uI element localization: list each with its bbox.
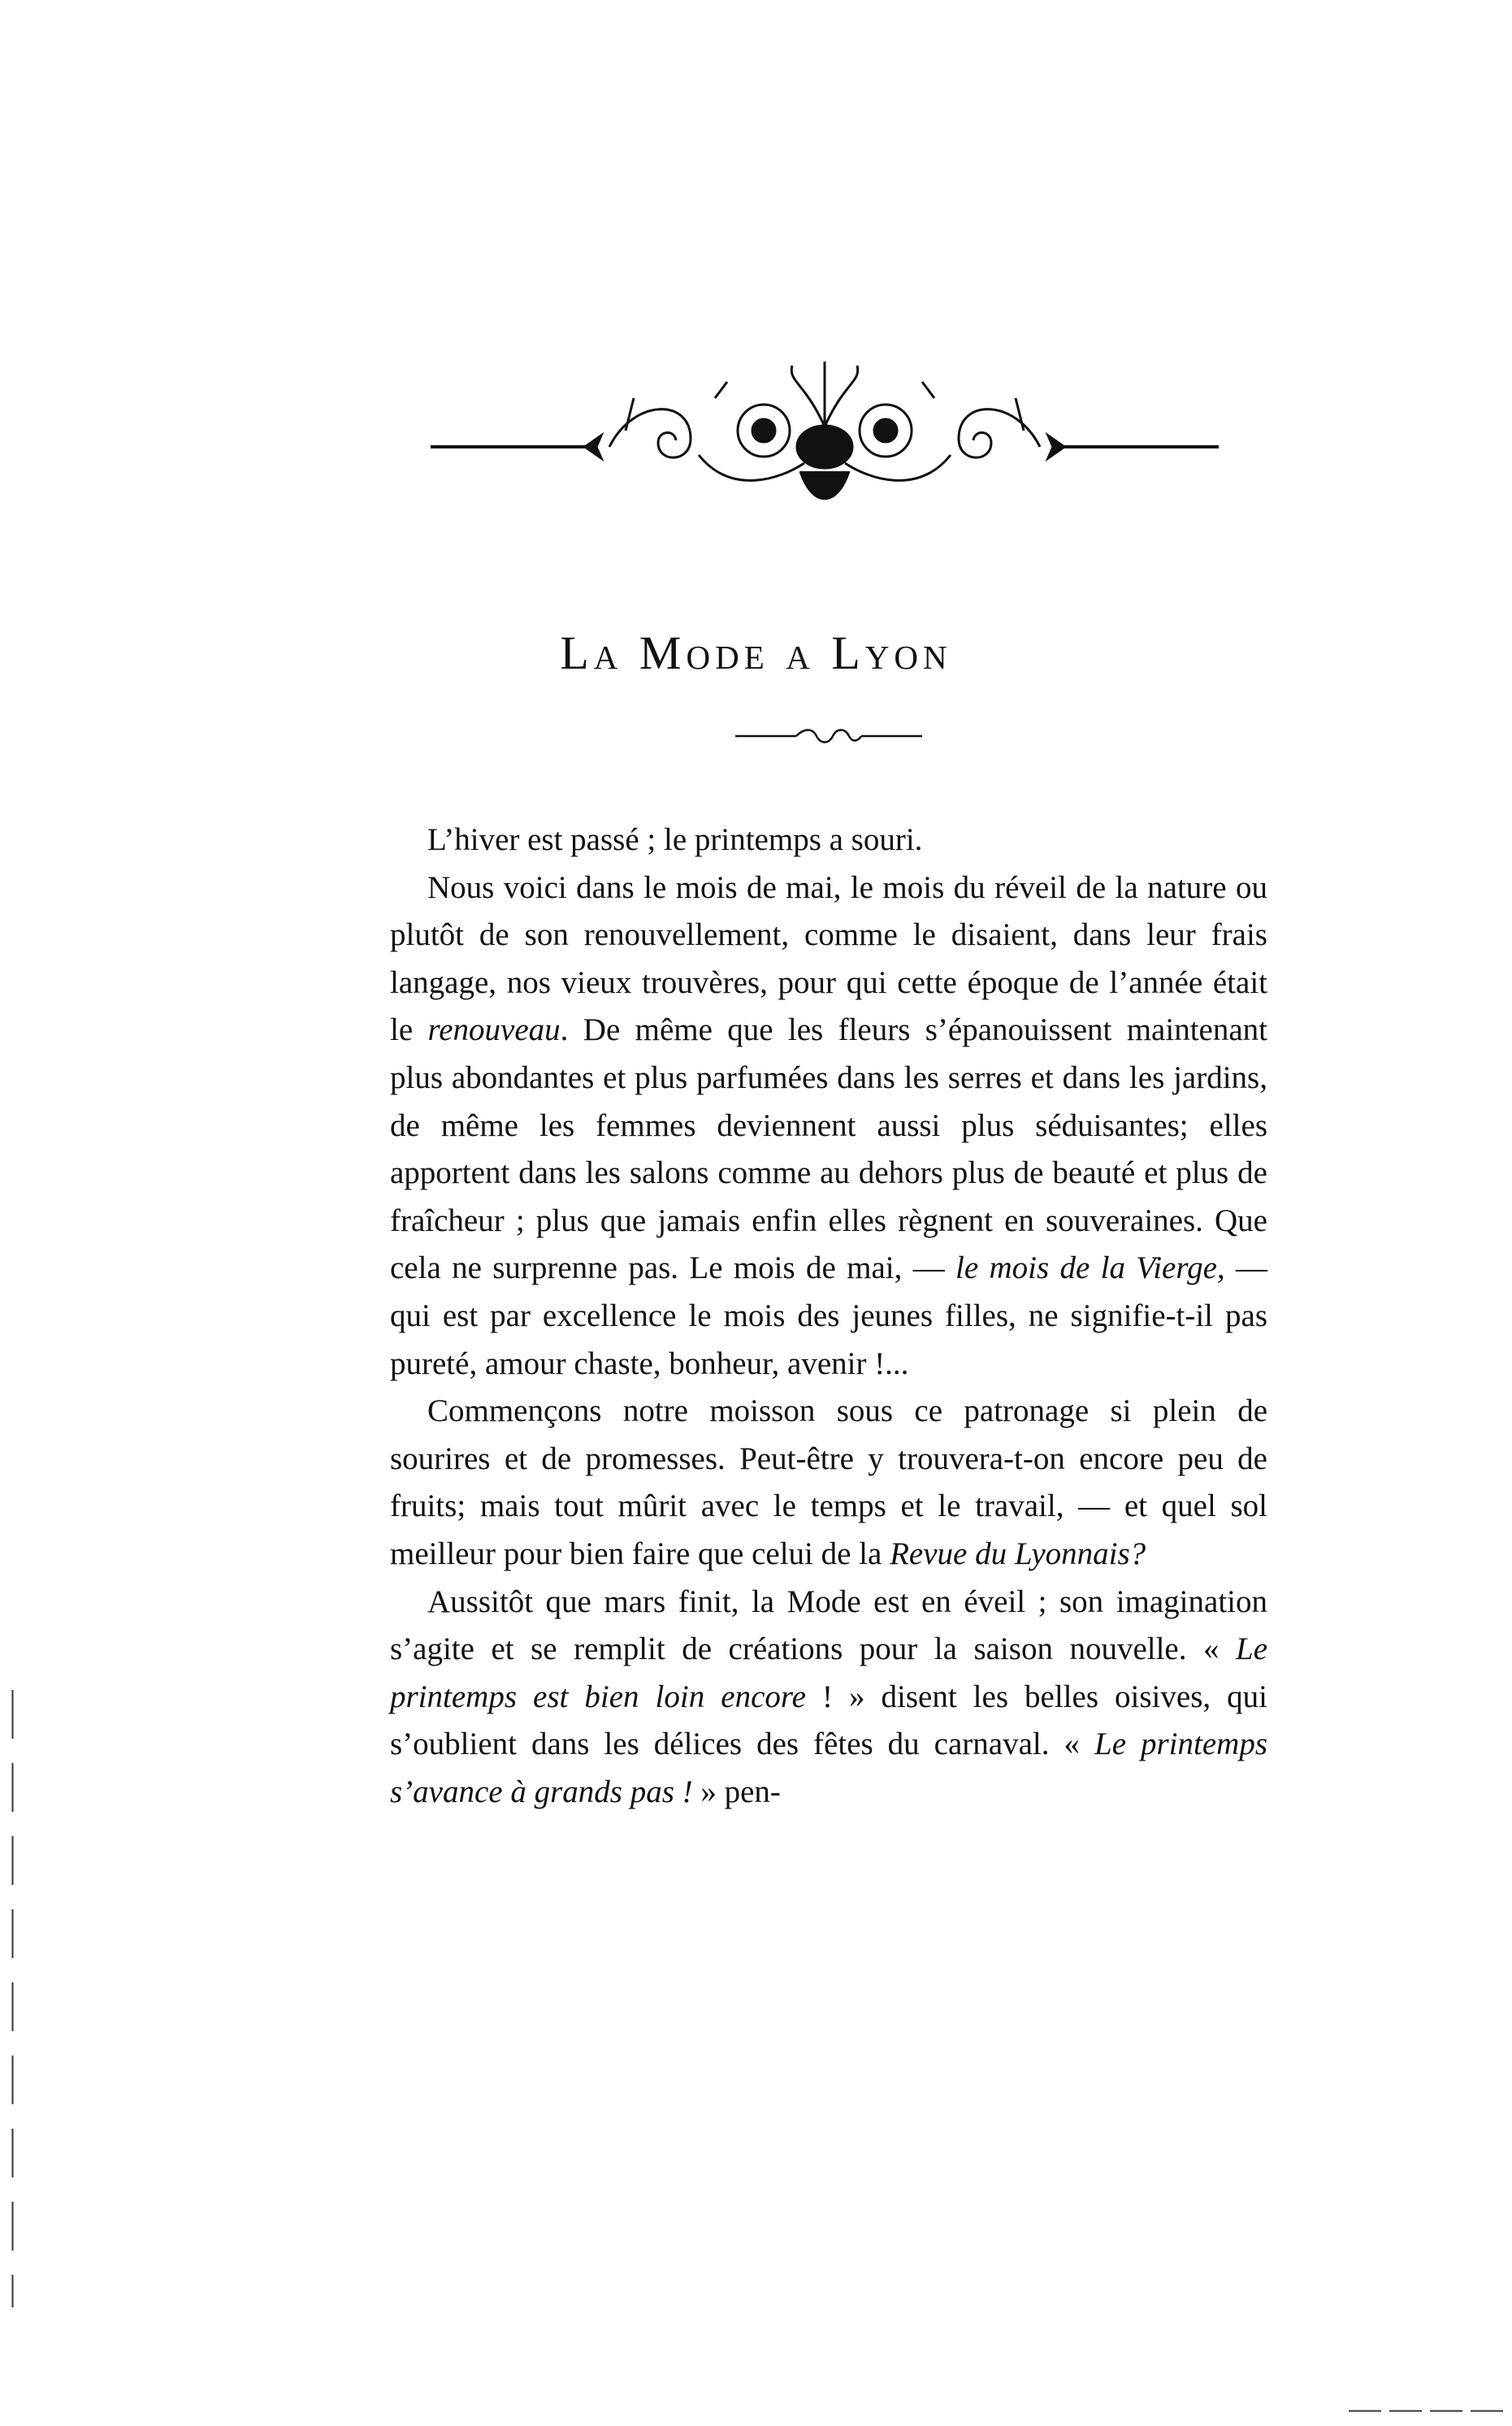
italic-text: Le printemps est bien loin encore <box>390 1631 1267 1714</box>
paragraph <box>390 1388 1267 1578</box>
text-run: Nous voici dans le mois de mai, le mois du réveil de la nature ou plutôt de son renouvellement, comme le disaient, dans leur frais langage, nos vieux trouvères, pour qui cette époque de l’année était le <box>390 869 1267 1048</box>
paragraph <box>390 1579 1267 1817</box>
text-run: Aussitôt que mars finit, la Mode est en éveil ; son imagination s’agite et se remplit de créations pour la saison nouvelle. « <box>390 1583 1267 1667</box>
text-run: . De même que les fleurs s’épanouissent maintenant plus abondantes et plus parfumées dans les serres et dans les jardins, de même les femmes deviennent aussi plus séduisantes; elles apportent dans les salons comme au dehors plus de beauté et plus de fraîcheur ; plus que jamais enfin elles règnent en souveraines. Que cela ne surprenne pas. Le mois de mai, — <box>390 1012 1267 1286</box>
small-scroll-rule-icon <box>731 723 926 747</box>
paragraph <box>390 817 1267 864</box>
page-title: La Mode a Lyon <box>560 626 952 679</box>
italic-text: Le printemps s’avance à grands pas ! <box>390 1726 1267 1809</box>
footer-rule <box>1349 2410 1503 2412</box>
italic-text: renouveau <box>427 1012 561 1048</box>
text-run: ! » disent les belles oisives, qui s’oublient dans les délices des fêtes du carnaval. « <box>390 1679 1267 1762</box>
text-run: L’hiver est passé ; le printemps a souri. <box>427 822 923 857</box>
text-run: » pen- <box>692 1774 781 1809</box>
floral-scroll-ornament-icon <box>422 349 1227 512</box>
margin-rule <box>11 1690 14 2307</box>
text-run: — qui est par excellence le mois des jeunes filles, ne signifie-t-il pas pureté, amour chaste, bonheur, avenir !... <box>390 1250 1267 1381</box>
paragraph <box>390 864 1267 1388</box>
body-text <box>390 817 1267 1816</box>
italic-text: le mois de la Vierge, <box>955 1250 1225 1286</box>
italic-text: Revue du Lyonnais? <box>890 1536 1146 1571</box>
text-run: Commençons notre moisson sous ce patronage si plein de sourires et de promesses. Peut-être y trouvera-t-on encore peu de fruits; mais tout mûrit avec le temps et le travail, — et quel sol meilleur pour bien faire que celui de la <box>390 1393 1267 1571</box>
